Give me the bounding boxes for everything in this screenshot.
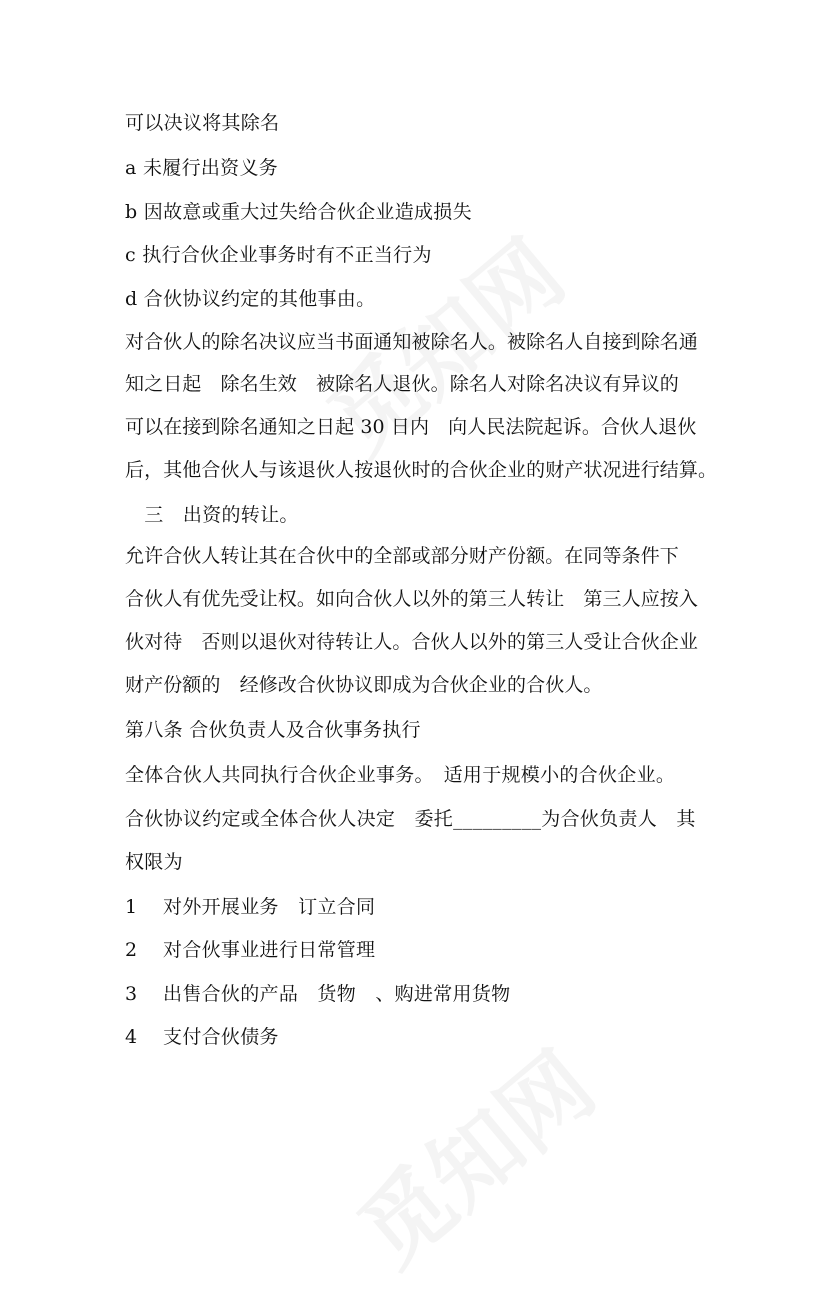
text-line: 可以决议将其除名	[125, 112, 280, 134]
text-line: 全体合伙人共同执行合伙企业事务。 适用于规模小的合伙企业。	[125, 764, 676, 786]
text-line: 对合伙人的除名决议应当书面通知被除名人。被除名人自接到除名通	[125, 331, 699, 353]
text-line: 合伙人有优先受让权。如向合伙人以外的第三人转让 第三人应按入	[125, 588, 699, 610]
list-item: 1 对外开展业务 订立合同	[125, 896, 376, 918]
text-line: b 因故意或重大过失给合伙企业造成损失	[125, 201, 472, 223]
text-line: 合伙协议约定或全体合伙人决定 委托_________为合伙负责人 其	[125, 808, 696, 830]
text-line: a 未履行出资义务	[125, 157, 279, 179]
watermark-bottom	[327, 998, 634, 1283]
list-item: 3 出售合伙的产品 货物 、购进常用货物	[125, 983, 511, 1005]
list-item: 4 支付合伙债务	[125, 1026, 279, 1048]
text-line: 可以在接到除名通知之日起 30 日内 向人民法院起诉。合伙人退伙	[125, 416, 697, 438]
text-line: 权限为	[125, 851, 183, 873]
text-line: d 合伙协议约定的其他事由。	[125, 288, 376, 310]
text-line: 后，其他合伙人与该退伙人按退伙时的合伙企业的财产状况进行结算。	[125, 459, 718, 481]
text-line: 财产份额的 经修改合伙协议即成为合伙企业的合伙人。	[125, 674, 603, 696]
text-line: c 执行合伙企业事务时有不正当行为	[125, 244, 432, 266]
article-heading: 第八条 合伙负责人及合伙事务执行	[125, 719, 421, 741]
text-line: 伙对待 否则以退伙对待转让人。合伙人以外的第三人受让合伙企业	[125, 631, 699, 653]
section-heading: 三 出资的转让。	[125, 504, 299, 526]
text-line: 知之日起 除名生效 被除名人退伙。除名人对除名决议有异议的	[125, 373, 679, 395]
list-item: 2 对合伙事业进行日常管理	[125, 939, 376, 961]
text-line: 允许合伙人转让其在合伙中的全部或部分财产份额。在同等条件下	[125, 545, 679, 567]
